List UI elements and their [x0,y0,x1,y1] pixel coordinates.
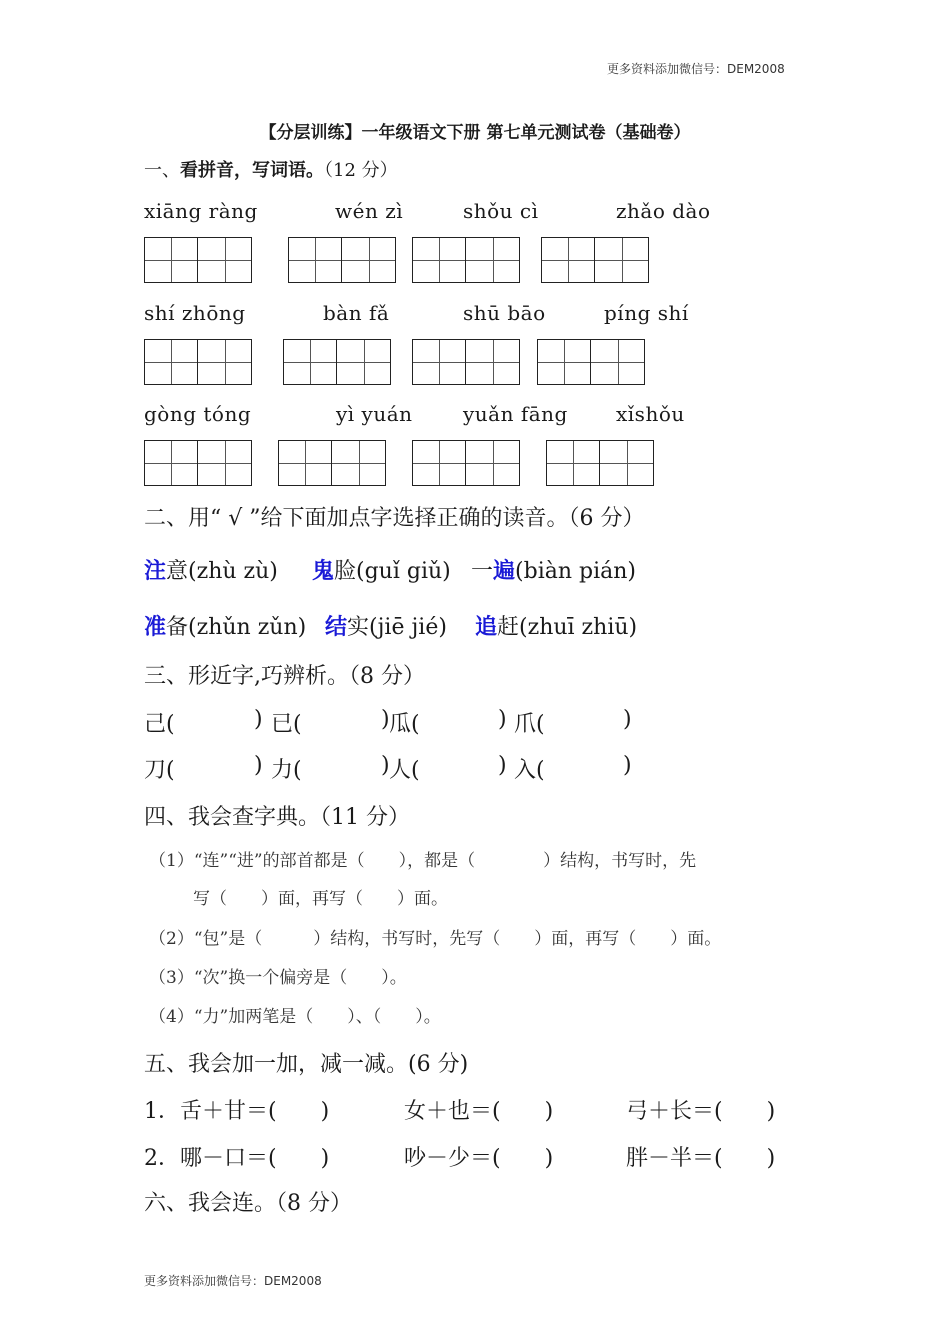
section1-score: （12 分） [324,160,398,181]
reading-item[interactable] [471,554,636,585]
grid-cell[interactable] [198,339,252,385]
grid-cell[interactable] [198,237,252,283]
grid-cell[interactable] [412,440,466,486]
add-subtract-item[interactable]: 弓＋长＝( ) [626,1099,776,1124]
pinyin: píng shí [604,301,689,325]
pinyin: wén zì [335,199,404,223]
footer-wechat-note: 更多资料添加微信号：DEM2008 [144,1274,322,1288]
grid-cell[interactable] [595,237,649,283]
blank-close[interactable]: ) [498,753,507,778]
grid-cell[interactable] [591,339,645,385]
reading-item[interactable] [144,554,278,585]
grid-cell[interactable] [144,237,198,283]
grid-cell[interactable] [466,237,520,283]
dictionary-question: （4）“力”加两笔是（ ）、（ ）。 [149,1007,441,1027]
writing-grid[interactable] [288,237,396,283]
section1-heading [144,156,398,182]
add-subtract-item[interactable]: 2．哪－口＝( ) [144,1146,330,1171]
writing-grid[interactable] [144,339,252,385]
dictionary-question: （3）“次”换一个偏旁是（ ）。 [149,968,407,988]
reading-options: (biàn pián) [515,559,636,584]
reading-options: 备(zhǔn zǔn) [166,615,307,640]
grid-cell[interactable] [332,440,386,486]
section5-heading: 五、我会加一加，减一减。(6 分) [144,1052,469,1077]
blank-close[interactable]: ) [381,753,390,778]
page-title: 【分层训练】一年级语文下册 第七单元测试卷（基础卷） [259,123,691,143]
similar-char: 己( [144,712,175,737]
dictionary-question: （2）“包”是（ ）结构，书写时，先写（ ）面，再写（ ）面。 [149,929,722,949]
grid-cell[interactable] [600,440,654,486]
reading-item[interactable] [325,610,447,641]
grid-cell[interactable] [546,440,600,486]
grid-cell[interactable] [144,440,198,486]
section6-heading: 六、我会连。（8 分） [144,1191,352,1216]
dictionary-question: 写（ ）面，再写（ ）面。 [193,889,448,909]
reading-options: 赶(zhuī zhiū) [497,615,638,640]
pinyin: xiāng ràng [144,199,258,223]
pinyin: shū bāo [463,301,546,325]
header-wechat-note: 更多资料添加微信号：DEM2008 [607,62,785,76]
blank-close[interactable]: ) [498,707,507,732]
grid-cell[interactable] [283,339,337,385]
section1-heading-text: 看拼音，写词语。 [180,160,324,181]
reading-options: 脸(guǐ giǔ) [334,559,451,584]
add-subtract-item[interactable]: 吵－少＝( ) [404,1146,554,1171]
grid-cell[interactable] [466,440,520,486]
add-subtract-item[interactable]: 女＋也＝( ) [404,1099,554,1124]
dotted-char: 追 [475,614,498,640]
grid-cell[interactable] [466,339,520,385]
grid-cell[interactable] [337,339,391,385]
dotted-char: 结 [325,614,348,640]
writing-grid[interactable] [278,440,386,486]
plain-char: 一 [471,559,494,584]
grid-cell[interactable] [342,237,396,283]
pinyin: yuǎn fāng [463,402,568,426]
section4-heading: 四、我会查字典。（11 分） [144,805,410,830]
grid-cell[interactable] [198,440,252,486]
section1-prefix: 一、 [144,160,180,181]
reading-options: 实(jiē jié) [347,615,447,640]
blank-close[interactable]: ) [623,753,632,778]
pinyin: xǐshǒu [616,402,685,426]
writing-grid[interactable] [144,237,252,283]
section3-heading: 三、形近字,巧辨析。（8 分） [144,664,425,689]
writing-grid[interactable] [541,237,649,283]
reading-item[interactable] [144,610,306,641]
writing-grid[interactable] [412,237,520,283]
writing-grid[interactable] [412,440,520,486]
dictionary-question: （1）“连”“进”的部首都是（ ），都是（ ）结构，书写时，先 [149,851,697,871]
grid-cell[interactable] [288,237,342,283]
similar-char: 刀( [144,758,175,783]
dotted-char: 准 [144,614,167,640]
pinyin: bàn fǎ [323,301,390,325]
grid-cell[interactable] [144,339,198,385]
pinyin: zhǎo dào [616,199,711,223]
dotted-char: 遍 [493,558,516,584]
pinyin: yì yuán [336,402,413,426]
similar-char: 力( [271,758,302,783]
writing-grid[interactable] [412,339,520,385]
similar-char: 入( [514,758,545,783]
pinyin: shí zhōng [144,301,246,325]
blank-close[interactable]: ) [381,707,390,732]
reading-item[interactable] [475,610,637,641]
pinyin: gòng tóng [144,402,252,426]
similar-char: 已( [271,712,302,737]
add-subtract-item[interactable]: 胖－半＝( ) [626,1146,776,1171]
dotted-char: 鬼 [312,558,335,584]
pinyin: shǒu cì [463,199,539,223]
blank-close[interactable]: ) [623,707,632,732]
add-subtract-item[interactable]: 1．舌＋甘＝( ) [144,1099,330,1124]
grid-cell[interactable] [541,237,595,283]
similar-char: 人( [389,758,420,783]
writing-grid[interactable] [537,339,645,385]
reading-options: 意(zhù zù) [166,559,278,584]
reading-item[interactable] [312,554,451,585]
blank-close[interactable]: ) [254,707,263,732]
grid-cell[interactable] [412,339,466,385]
writing-grid[interactable] [283,339,391,385]
blank-close[interactable]: ) [254,753,263,778]
grid-cell[interactable] [278,440,332,486]
similar-char: 瓜( [389,712,420,737]
writing-grid[interactable] [144,440,252,486]
grid-cell[interactable] [412,237,466,283]
section2-heading: 二、用“ √ ”给下面加点字选择正确的读音。（6 分） [144,506,645,531]
grid-cell[interactable] [537,339,591,385]
dotted-char: 注 [144,558,167,584]
writing-grid[interactable] [546,440,654,486]
similar-char: 爪( [514,712,545,737]
